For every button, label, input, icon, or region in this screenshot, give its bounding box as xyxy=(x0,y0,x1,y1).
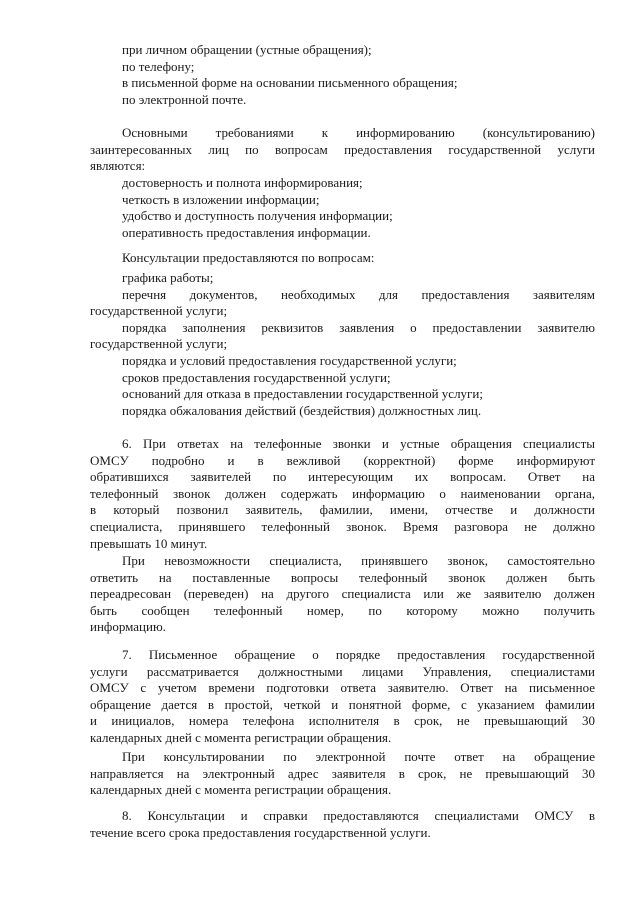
paragraph-line: 8. Консультации и справки предоставляются специалистами ОМСУ в xyxy=(122,808,595,823)
list-item: оснований для отказа в предоставлении государственной услуги; xyxy=(122,386,483,402)
list-item: порядка обжалования действий (бездействия) должностных лиц. xyxy=(122,402,482,418)
paragraph-line: календарных дней с момента регистрации обращения. xyxy=(90,729,392,745)
paragraph-line: 6. При ответах на телефонные звонки и устные обращения специалисты xyxy=(122,436,595,451)
paragraph-8 xyxy=(90,808,595,841)
list-item: в письменной форме на основании письменного обращения; xyxy=(122,75,458,91)
paragraph-line: течение всего срока предоставления государственной услуги. xyxy=(90,824,431,840)
requirements-list xyxy=(90,175,595,241)
list-item: удобство и доступность получения информации; xyxy=(122,208,393,224)
list-item: перечня документов, необходимых для предоставления заявителям xyxy=(122,286,595,302)
paragraph-line: направляется на электронный адрес заявителя в срок, не превышающий 30 xyxy=(90,765,595,781)
paragraph-line: 7. Письменное обращение о порядке предоставления государственной xyxy=(122,647,595,662)
paragraph-line: переадресован (переведен) на другого специалиста или же заявителю должен xyxy=(90,586,595,602)
contact-methods-list xyxy=(90,42,595,108)
paragraph-line: являются: xyxy=(90,158,146,174)
list-item: по телефону; xyxy=(122,58,195,74)
list-item: оперативность предоставления информации. xyxy=(122,224,371,240)
paragraph-6-continued xyxy=(90,553,595,636)
paragraph-line: заинтересованных лиц по вопросам предоставления государственной услуги xyxy=(90,141,595,157)
paragraph-line: в который позвонил заявитель, фамилии, имени, отчестве и должности xyxy=(90,502,595,518)
paragraph-line: Консультации предоставляются по вопросам: xyxy=(122,250,375,265)
list-item: порядка заполнения реквизитов заявления о предоставлении заявителю xyxy=(122,319,595,335)
paragraph-line: обращение дается в простой, четкой и понятной форме, с указанием фамилии xyxy=(90,696,595,712)
paragraph-7 xyxy=(90,647,595,747)
consultation-topics-list xyxy=(90,270,595,419)
paragraph-line: и инициалов, номера телефона исполнителя в срок, не превышающий 30 xyxy=(90,713,595,729)
paragraph-line: ОМСУ с учетом времени подготовки ответа заявителю. Ответ на письменное xyxy=(90,680,595,696)
paragraph-line: Основными требованиями к информированию (консультированию) xyxy=(122,125,595,140)
paragraph-line: При консультировании по электронной почте ответ на обращение xyxy=(122,749,595,764)
list-item: четкость в изложении информации; xyxy=(122,191,320,207)
list-item: по электронной почте. xyxy=(122,91,247,107)
paragraph-line: превышать 10 минут. xyxy=(90,535,208,551)
paragraph-line: При невозможности специалиста, принявшего звонок, самостоятельно xyxy=(122,553,595,568)
requirements-paragraph xyxy=(90,125,595,175)
list-item-continuation: государственной услуги; xyxy=(90,336,228,352)
paragraph-line: телефонный звонок должен содержать информацию о наименовании органа, xyxy=(90,485,595,501)
paragraph-7-continued xyxy=(90,749,595,799)
paragraph-line: ОМСУ подробно и в вежливой (корректной) форме информируют xyxy=(90,452,595,468)
list-item: достоверность и полнота информирования; xyxy=(122,175,363,190)
paragraph-line: услуги рассматривается должностными лицами Управления, специалистами xyxy=(90,663,595,679)
paragraph-line: обратившихся заявителей по интересующим их вопросам. Ответ на xyxy=(90,469,595,485)
list-item: графика работы; xyxy=(122,270,214,285)
paragraph-line: специалиста, принявшего телефонный звонок. Время разговора не должно xyxy=(90,518,595,534)
paragraph-line: быть сообщен телефонный номер, по которому можно получить xyxy=(90,602,595,618)
list-item: сроков предоставления государственной услуги; xyxy=(122,369,391,385)
paragraph-line: информацию. xyxy=(90,619,166,635)
list-item: при личном обращении (устные обращения); xyxy=(122,42,372,57)
paragraph-line: ответить на поставленные вопросы телефонный звонок должен быть xyxy=(90,569,595,585)
list-item: порядка и условий предоставления государственной услуги; xyxy=(122,352,457,368)
consultation-intro xyxy=(90,250,595,267)
paragraph-line: календарных дней с момента регистрации обращения. xyxy=(90,782,392,798)
list-item-continuation: государственной услуги; xyxy=(90,303,228,319)
paragraph-6 xyxy=(90,436,595,552)
